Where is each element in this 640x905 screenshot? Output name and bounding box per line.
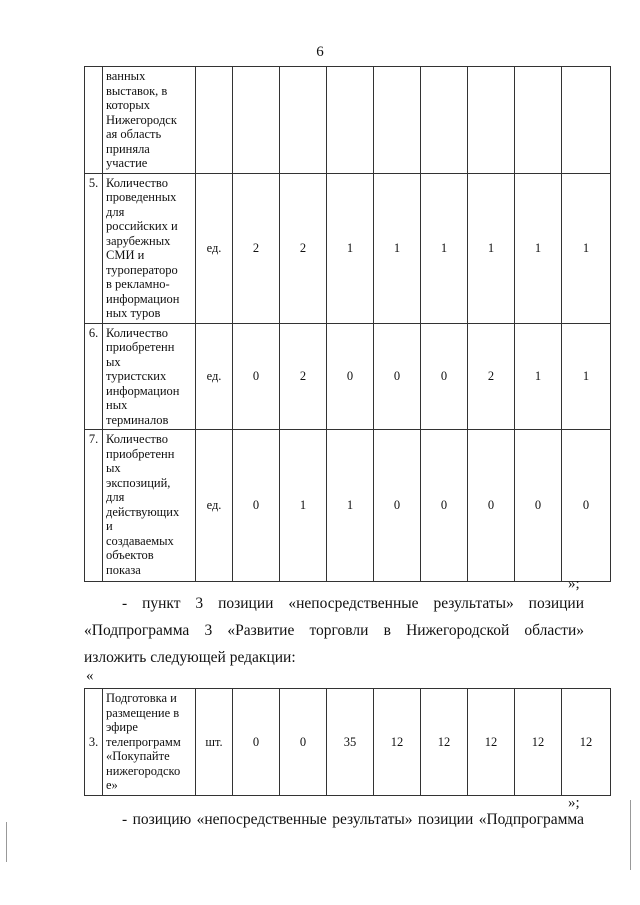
value-cell: 0	[468, 430, 515, 582]
value-cell	[327, 67, 374, 174]
row-name: Количество проведенных для российских и зарубежных СМИ и туроператоро в рекламно- информацион ных туров	[103, 173, 196, 323]
row-number: 3.	[85, 689, 103, 796]
scan-margin-line	[6, 822, 7, 862]
value-cell: 1	[327, 173, 374, 323]
value-cell: 0	[280, 689, 327, 796]
value-cell: 1	[562, 173, 611, 323]
paragraph-1-line-1: - пункт 3 позиции «непосредственные результаты» позиции	[122, 595, 584, 612]
table-row	[85, 67, 611, 174]
results-table-1	[84, 66, 611, 582]
row-name: ванных выставок, в которых Нижегородск ая область приняла участие	[103, 67, 196, 174]
row-number: 5.	[85, 173, 103, 323]
row-unit: ед.	[196, 430, 233, 582]
row-unit: шт.	[196, 689, 233, 796]
value-cell: 0	[233, 689, 280, 796]
value-cell: 0	[233, 430, 280, 582]
table-row	[85, 689, 611, 796]
row-unit: ед.	[196, 173, 233, 323]
row-number: 6.	[85, 323, 103, 430]
value-cell: 12	[468, 689, 515, 796]
paragraph-2	[84, 806, 584, 833]
value-cell: 0	[515, 430, 562, 582]
scan-margin-line	[630, 800, 631, 870]
value-cell	[374, 67, 421, 174]
value-cell: 0	[233, 323, 280, 430]
value-cell: 1	[327, 430, 374, 582]
value-cell: 0	[374, 323, 421, 430]
row-number	[85, 67, 103, 174]
value-cell: 12	[562, 689, 611, 796]
row-unit	[196, 67, 233, 174]
value-cell: 1	[468, 173, 515, 323]
value-cell: 0	[374, 430, 421, 582]
value-cell: 0	[421, 430, 468, 582]
value-cell: 35	[327, 689, 374, 796]
row-name: Количество приобретенн ых экспозиций, для действующих и создаваемых объектов показа	[103, 430, 196, 582]
value-cell	[233, 67, 280, 174]
value-cell: 1	[515, 173, 562, 323]
table-row	[85, 430, 611, 582]
table2-closing-quote: »;	[568, 795, 580, 811]
value-cell: 12	[515, 689, 562, 796]
opening-quote: «	[86, 668, 94, 684]
table1-closing-quote: »;	[568, 576, 580, 592]
value-cell: 2	[280, 323, 327, 430]
value-cell: 2	[280, 173, 327, 323]
value-cell: 12	[421, 689, 468, 796]
value-cell: 1	[515, 323, 562, 430]
value-cell: 0	[327, 323, 374, 430]
row-unit: ед.	[196, 323, 233, 430]
value-cell: 12	[374, 689, 421, 796]
value-cell: 1	[421, 173, 468, 323]
value-cell: 1	[374, 173, 421, 323]
table-row	[85, 323, 611, 430]
paragraph-1	[84, 590, 584, 671]
paragraph-2-line-1: - позицию «непосредственные результаты» позиции «Подпрограмма	[122, 811, 584, 828]
value-cell: 2	[468, 323, 515, 430]
paragraph-1-line-3: изложить следующей редакции:	[84, 649, 296, 666]
results-table-2	[84, 688, 611, 796]
row-number: 7.	[85, 430, 103, 582]
value-cell	[421, 67, 468, 174]
value-cell: 1	[280, 430, 327, 582]
value-cell	[515, 67, 562, 174]
row-name: Подготовка и размещение в эфире телепрограмм «Покупайте нижегородско е»	[103, 689, 196, 796]
value-cell: 1	[562, 323, 611, 430]
table-row	[85, 173, 611, 323]
value-cell: 0	[562, 430, 611, 582]
value-cell: 2	[233, 173, 280, 323]
value-cell	[280, 67, 327, 174]
row-name: Количество приобретенн ых туристских информацион ных терминалов	[103, 323, 196, 430]
value-cell	[562, 67, 611, 174]
paragraph-1-line-2: «Подпрограмма 3 «Развитие торговли в Нижегородской области»	[84, 622, 584, 639]
value-cell	[468, 67, 515, 174]
page-number: 6	[316, 44, 324, 60]
value-cell: 0	[421, 323, 468, 430]
